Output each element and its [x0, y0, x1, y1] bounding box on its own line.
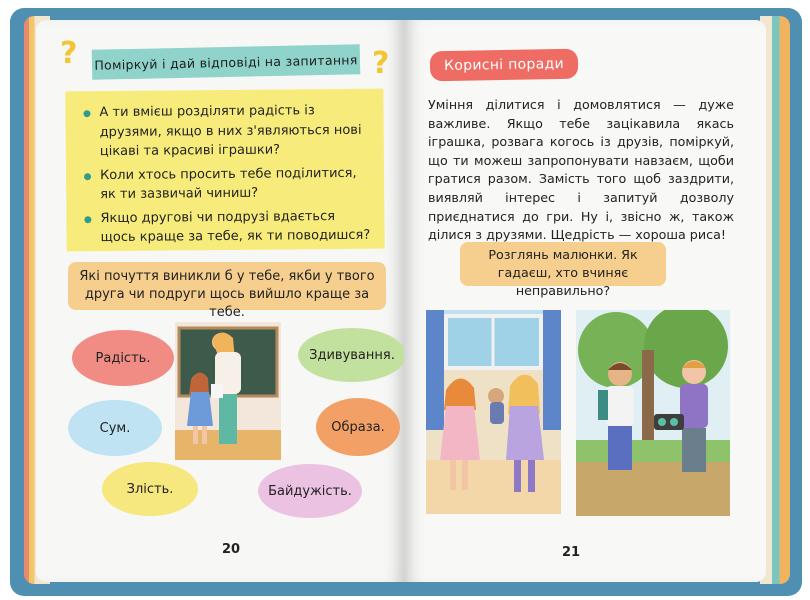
question-mark-left: ? [60, 36, 78, 71]
question-mark-right: ? [372, 46, 390, 81]
pictures-prompt: Розглянь малюнки. Як гадаєш, хто вчиняє неправильно? [460, 242, 666, 286]
questions-note [65, 89, 384, 252]
advice-text: Уміння ділитися і домовлятися — дуже важливе. Якщо тебе зацікавила якась іграшка, розвага когось із друзів, поміркуй, що ти можеш запропонувати навзаєм, щоби гратися разом. Замість того щоб заздрити, виявляй інтерес і запитуй дозволу приєднатися до гри. Ну і, звісно ж, також ділися з друзями. Щедрість — хороша риса! [428, 97, 734, 243]
feeling-bubble-anger: Злість. [102, 462, 198, 516]
question-item: Коли хтось просить тебе поділитися, як ти зазвичай чиниш? [100, 163, 370, 204]
left-page-title: Поміркуй і дай відповіді на запитання [92, 44, 361, 80]
feeling-bubble-surprise: Здивування. [298, 328, 406, 382]
teacher-girl-illustration [175, 322, 281, 460]
feeling-bubble-sadness: Сум. [68, 400, 162, 456]
feeling-bubble-offense: Образа. [316, 398, 400, 456]
right-page-title: Корисні поради [430, 49, 579, 82]
question-item: Якщо другові чи подрузі вдається щось краще за тебе, як ти поводишся? [100, 206, 370, 247]
feeling-bubble-joy: Радість. [72, 330, 174, 386]
page-number-left: 20 [222, 542, 241, 557]
page-number-right: 21 [562, 545, 581, 560]
question-item: А ти вмієш розділяти радість із друзями, якщо в них з'являються нові цікаві та красиві іграшки? [99, 101, 370, 162]
boys-park-illustration [576, 310, 730, 516]
feeling-bubble-indifference: Байдужість. [258, 464, 362, 518]
girls-sharing-illustration [426, 310, 561, 514]
feelings-prompt: Які почуття виникли б у тебе, якби у твого друга чи подруги щось вийшло краще за тебе. [68, 262, 386, 310]
questions-list [65, 89, 384, 248]
